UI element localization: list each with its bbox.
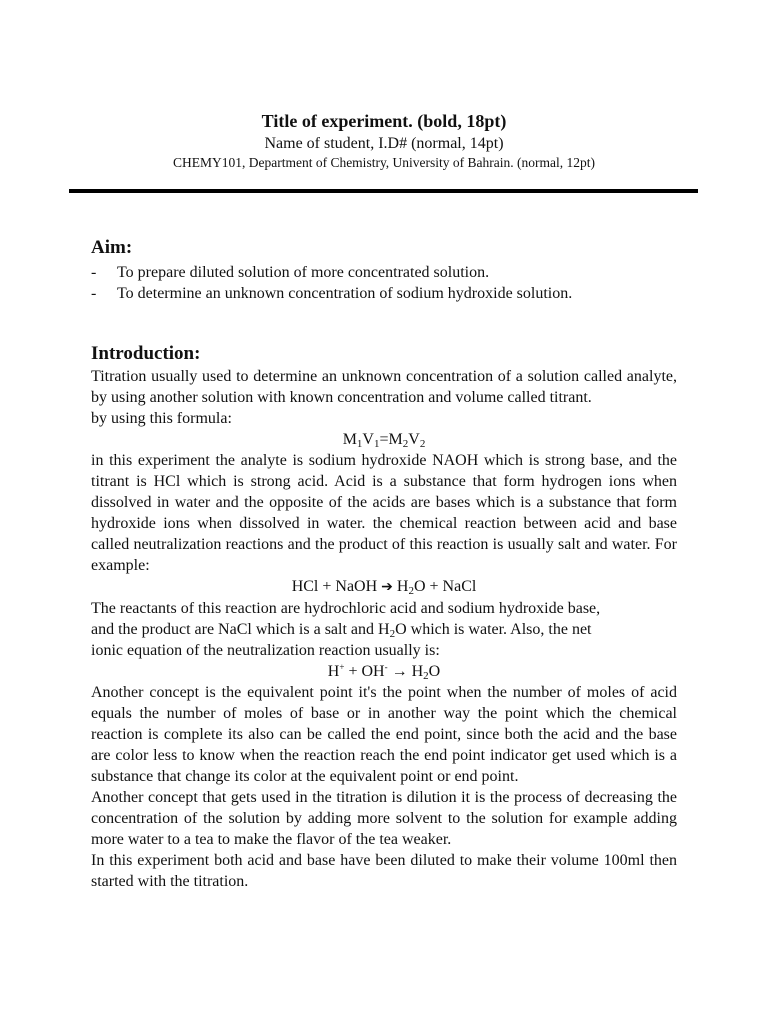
intro-paragraph-1: Titration usually used to determine an unknown concentration of a solution called analyte, by using another solution with known concentration and volume called titrant. xyxy=(91,368,677,406)
ionic-equation: $H^+ + OH^- \to H_2O$ xyxy=(327,662,441,682)
aim-item xyxy=(91,262,677,283)
department-line: CHEMY101, Department of Chemistry, University of Bahrain. (normal, 12pt) xyxy=(172,155,596,170)
document-header xyxy=(0,108,768,171)
experiment-title: Title of experiment. (bold, 18pt) xyxy=(261,111,507,131)
intro-paragraph-2: by using this formula: xyxy=(91,410,232,427)
student-name: Name of student, I.D# (normal, 14pt) xyxy=(264,135,504,152)
intro-paragraph-3: in this experiment the analyte is sodium hydroxide NAOH which is strong base, and the titrant is HCl which is strong acid. Acid is a substance that form hydrogen ions when dissolved in water and the opposite of the acids are bases which is a substance that form hydroxide ions when dissolved in water. the chemical reaction between acid and base called neutralization reactions and the product of this reaction is usually salt and water. For example: xyxy=(91,452,677,574)
aim-list xyxy=(91,262,677,304)
intro-paragraph-4c: ionic equation of the neutralization reaction usually is: xyxy=(91,642,440,659)
intro-paragraph-5: Another concept is the equivalent point it's the point when the number of moles of acid equals the number of moles of base or in another way the point which the chemical reaction is complete its also can be called the end point, since both the acid and the base are color less to know when the reaction reach the end point indicator get used which is a substance that change its color at the equivalent point or end point. xyxy=(91,684,677,785)
document-body xyxy=(91,236,677,892)
bullet-dash: - xyxy=(91,285,97,302)
intro-paragraph-6: Another concept that gets used in the titration is dilution it is the process of decreasing the concentration of the solution by adding more solvent to the solution for example adding more water to a tea to make the flavor of the tea weaker. xyxy=(91,789,677,848)
arrow-icon: ➔ xyxy=(381,580,393,595)
bullet-dash: - xyxy=(91,264,97,281)
neutralization-equation: HCl + NaOH ➔ $H_2O$ + NaCl xyxy=(291,578,477,597)
introduction-heading: Introduction: xyxy=(91,343,201,364)
dilution-formula: $M_1V_1=M_2V_2$ xyxy=(342,431,426,450)
aim-item xyxy=(91,283,677,304)
header-divider xyxy=(69,189,698,193)
aim-item-text: To prepare diluted solution of more concentrated solution. xyxy=(117,264,490,281)
intro-paragraph-7: In this experiment both acid and base have been diluted to make their volume 100ml then started with the titration. xyxy=(91,852,677,890)
intro-paragraph-4a: The reactants of this reaction are hydrochloric acid and sodium hydroxide base, xyxy=(91,600,601,617)
aim-item-text: To determine an unknown concentration of sodium hydroxide solution. xyxy=(117,285,573,302)
intro-paragraph-4b: and the product are NaCl which is a salt and $H_2O$ which is water. Also, the net xyxy=(91,621,592,640)
aim-heading: Aim: xyxy=(91,237,133,258)
